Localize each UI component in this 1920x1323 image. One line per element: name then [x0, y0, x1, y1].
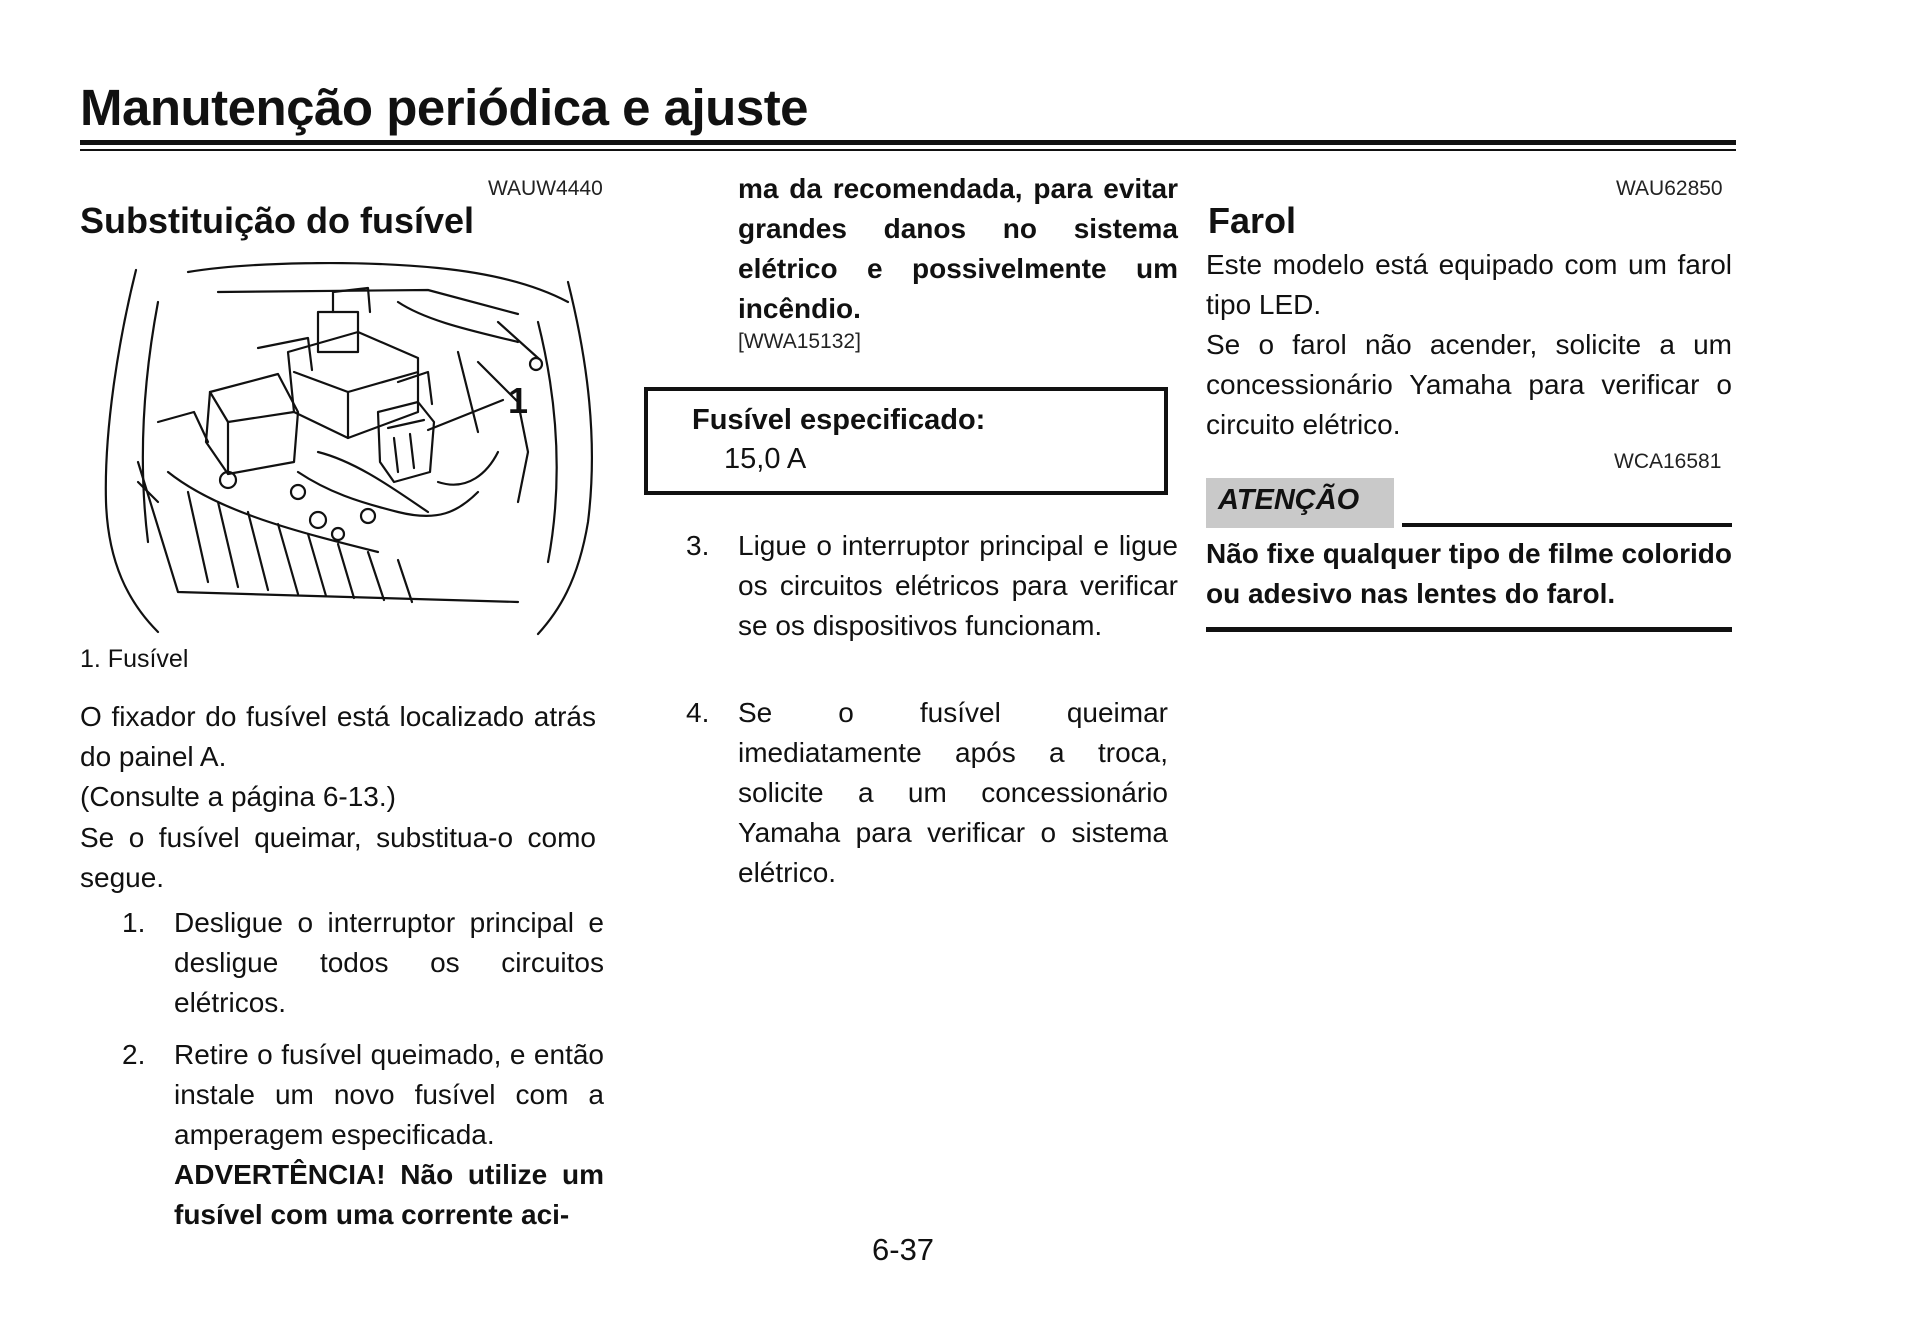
section-heading-fuse: Substituição do fusível [80, 200, 475, 241]
step-text: Retire o fusível queimado, e então instale um novo fusível com a amperagem especificada. [174, 1039, 604, 1150]
step-text: Desligue o interruptor principal e desligue todos os circuitos elétricos. [174, 907, 604, 1018]
section-code: WAU62850 [1616, 177, 1723, 200]
spec-label: Fusível especificado: [692, 404, 986, 436]
paragraph-fuse-location: O fixador do fusível está localizado atrás do painel A. [80, 701, 596, 772]
warning-continued: ma da recomendada, para evitar grandes danos no sistema elétrico e possivelmente um incêndio. [738, 173, 1178, 324]
page-number: 6-37 [872, 1232, 935, 1267]
paragraph-led: Este modelo está equipado com um farol tipo LED. [1206, 249, 1732, 320]
header-rule-thin [80, 149, 1736, 151]
paragraph-replace-intro: Se o fusível queimar, substitua-o como segue. [80, 822, 596, 893]
section-code: WAUW4440 [488, 177, 603, 200]
section-heading-headlight: Farol [1208, 200, 1297, 241]
caution-rule [1402, 523, 1732, 527]
step-number: 3. [686, 530, 710, 561]
paragraph-headlight-fail: Se o farol não acender, solicite a um concessionário Yamaha para verificar o circuito elétrico. [1206, 329, 1732, 440]
caution-label: ATENÇÃO [1218, 484, 1360, 516]
paragraph-page-ref: (Consulte a página 6-13.) [80, 781, 396, 812]
figure-callout-number: 1 [508, 380, 529, 421]
step-text: Se o fusível queimar imediatamente após a troca, solicite a um concessionário Yamaha para verificar o sistema elétrico. [738, 697, 1168, 888]
step-text: Ligue o interruptor principal e ligue os circuitos elétricos para verificar se os dispositivos funcionam. [738, 530, 1178, 641]
step-number: 2. [122, 1039, 146, 1070]
caution-text: Não fixe qualquer tipo de filme colorido ou adesivo nas lentes do farol. [1206, 538, 1732, 609]
caution-bottom-rule [1206, 627, 1732, 632]
header-rule [80, 140, 1736, 145]
warning-text: ADVERTÊNCIA! Não utilize um fusível com uma corrente aci- [174, 1159, 604, 1230]
page-title: Manutenção periódica e ajuste [80, 79, 809, 136]
caution-code: WCA16581 [1614, 450, 1722, 473]
figure-caption: 1. Fusível [80, 645, 189, 673]
spec-value: 15,0 A [724, 443, 807, 475]
warning-code: [WWA15132] [738, 330, 861, 353]
step-number: 4. [686, 697, 710, 728]
step-number: 1. [122, 907, 146, 938]
fuse-illustration [98, 262, 604, 640]
